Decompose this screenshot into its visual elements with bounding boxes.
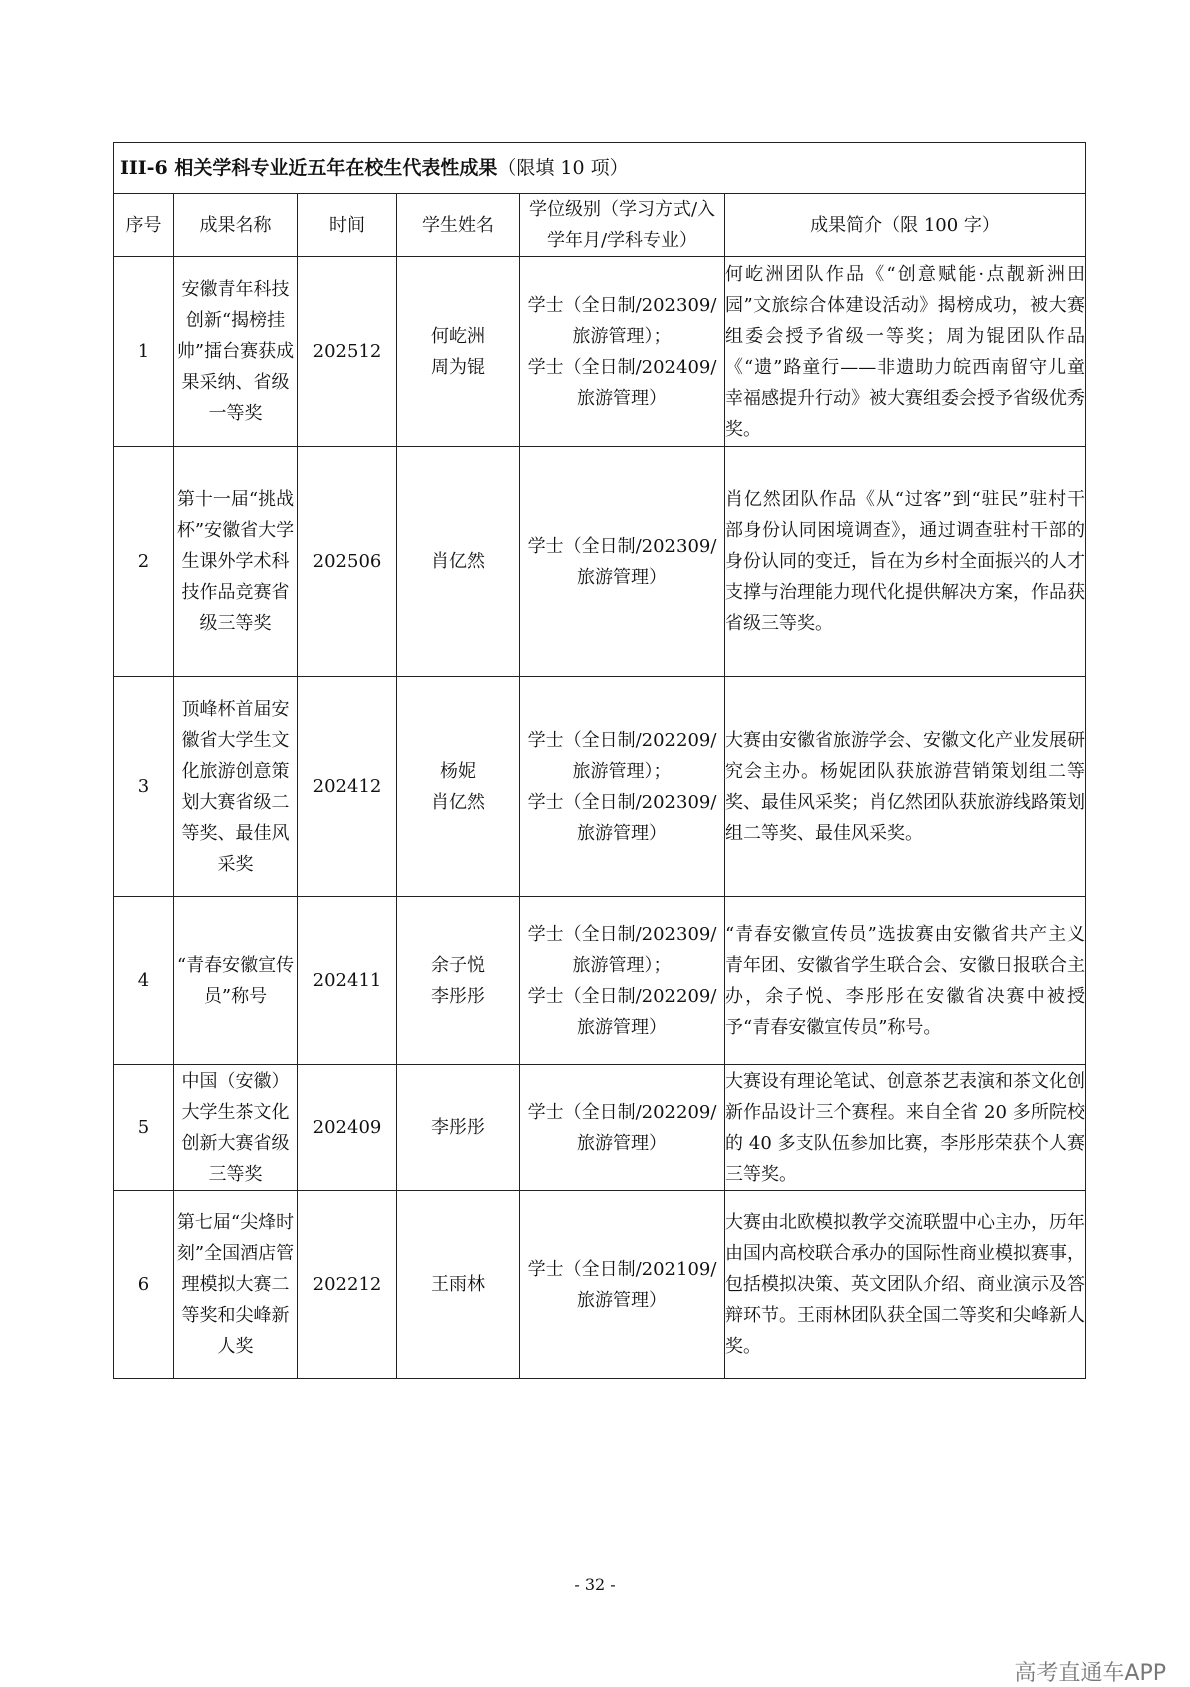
degree-entry: 学士（全日制/202209/旅游管理） (527, 1101, 717, 1154)
row-name: 安徽青年科技创新“揭榜挂帅”擂台赛获成果采纳、省级一等奖 (174, 257, 298, 447)
row-index: 4 (114, 897, 174, 1065)
table-header-row (114, 194, 1086, 257)
table-title-main: III-6 相关学科专业近五年在校生代表性成果 (120, 156, 498, 179)
degree-entry: 学士（全日制/202309/旅游管理）； (527, 923, 717, 976)
row-students (397, 447, 520, 677)
table-row (114, 257, 1086, 447)
row-time: 202212 (298, 1191, 397, 1379)
row-name: “青春安徽宣传员”称号 (174, 897, 298, 1065)
header-name: 成果名称 (174, 194, 298, 257)
header-time: 时间 (298, 194, 397, 257)
degree-entry: 学士（全日制/202209/旅游管理） (527, 985, 717, 1038)
row-intro: 大赛设有理论笔试、创意茶艺表演和茶文化创新作品设计三个赛程。来自全省 20 多所院校的 40 多支队伍参加比赛，李彤彤荣获个人赛三等奖。 (725, 1065, 1086, 1191)
row-students (397, 1065, 520, 1191)
degree-entry: 学士（全日制/202209/旅游管理）； (527, 729, 717, 782)
row-intro: 肖亿然团队作品《从“过客”到“驻民”驻村干部身份认同困境调查》，通过调查驻村干部的身份认同的变迁，旨在为乡村全面振兴的人才支撑与治理能力现代化提供解决方案，作品获省级三等奖。 (725, 447, 1086, 677)
row-name: 第七届“尖烽时刻”全国酒店管理模拟大赛二等奖和尖峰新人奖 (174, 1191, 298, 1379)
degree-entry: 学士（全日制/202309/旅游管理） (527, 791, 717, 844)
row-index: 5 (114, 1065, 174, 1191)
row-name: 中国（安徽）大学生茶文化创新大赛省级三等奖 (174, 1065, 298, 1191)
row-index: 6 (114, 1191, 174, 1379)
row-time: 202412 (298, 677, 397, 897)
row-degrees (520, 1065, 725, 1191)
table-row (114, 677, 1086, 897)
student-name: 杨妮 (440, 760, 476, 782)
row-index: 2 (114, 447, 174, 677)
student-name: 何屹洲 (431, 325, 485, 347)
student-name: 周为锟 (431, 356, 485, 378)
row-students (397, 677, 520, 897)
row-name: 顶峰杯首届安徽省大学生文化旅游创意策划大赛省级二等奖、最佳风采奖 (174, 677, 298, 897)
row-name: 第十一届“挑战杯”安徽省大学生课外学术科技作品竞赛省级三等奖 (174, 447, 298, 677)
student-name: 李彤彤 (431, 985, 485, 1007)
student-name: 肖亿然 (431, 791, 485, 813)
row-intro: “青春安徽宣传员”选拔赛由安徽省共产主义青年团、安徽省学生联合会、安徽日报联合主办，余子悦、李彤彤在安徽省决赛中被授予“青春安徽宣传员”称号。 (725, 897, 1086, 1065)
table-title-note: （限填 10 项） (497, 156, 629, 179)
student-name: 王雨林 (431, 1274, 485, 1295)
degree-entry: 学士（全日制/202109/旅游管理） (527, 1258, 717, 1311)
row-intro: 大赛由北欧模拟教学交流联盟中心主办，历年由国内高校联合承办的国际性商业模拟赛事，包括模拟决策、英文团队介绍、商业演示及答辩环节。王雨林团队获全国二等奖和尖峰新人奖。 (725, 1191, 1086, 1379)
row-degrees (520, 447, 725, 677)
watermark: 高考直通车APP (1014, 1661, 1166, 1686)
student-name: 李彤彤 (431, 1117, 485, 1138)
row-time: 202512 (298, 257, 397, 447)
table-title (114, 143, 1086, 194)
table-row (114, 1191, 1086, 1379)
degree-entry: 学士（全日制/202409/旅游管理） (527, 356, 717, 409)
student-name: 肖亿然 (431, 551, 485, 572)
header-intro: 成果简介（限 100 字） (725, 194, 1086, 257)
row-degrees (520, 897, 725, 1065)
row-degrees (520, 1191, 725, 1379)
header-degree: 学位级别（学习方式/入学年月/学科专业） (520, 194, 725, 257)
row-intro: 大赛由安徽省旅游学会、安徽文化产业发展研究会主办。杨妮团队获旅游营销策划组二等奖、最佳风采奖；肖亿然团队获旅游线路策划组二等奖、最佳风采奖。 (725, 677, 1086, 897)
table-row (114, 447, 1086, 677)
row-time: 202506 (298, 447, 397, 677)
row-students (397, 897, 520, 1065)
achievements-table (113, 142, 1086, 1379)
row-index: 1 (114, 257, 174, 447)
student-name: 余子悦 (431, 954, 485, 976)
row-students (397, 257, 520, 447)
degree-entry: 学士（全日制/202309/旅游管理）； (527, 294, 717, 347)
row-time: 202409 (298, 1065, 397, 1191)
degree-entry: 学士（全日制/202309/旅游管理） (527, 535, 717, 588)
row-students (397, 1191, 520, 1379)
page-number: - 32 - (574, 1575, 616, 1594)
row-degrees (520, 677, 725, 897)
table-row (114, 1065, 1086, 1191)
header-student: 学生姓名 (397, 194, 520, 257)
row-intro: 何屹洲团队作品《“创意赋能·点靓新洲田园”文旅综合体建设活动》揭榜成功，被大赛组委会授予省级一等奖；周为锟团队作品《“遗”路童行——非遗助力皖西南留守儿童幸福感提升行动》被大赛组委会授予省级优秀奖。 (725, 257, 1086, 447)
row-time: 202411 (298, 897, 397, 1065)
header-index: 序号 (114, 194, 174, 257)
row-index: 3 (114, 677, 174, 897)
table-row (114, 897, 1086, 1065)
row-degrees (520, 257, 725, 447)
